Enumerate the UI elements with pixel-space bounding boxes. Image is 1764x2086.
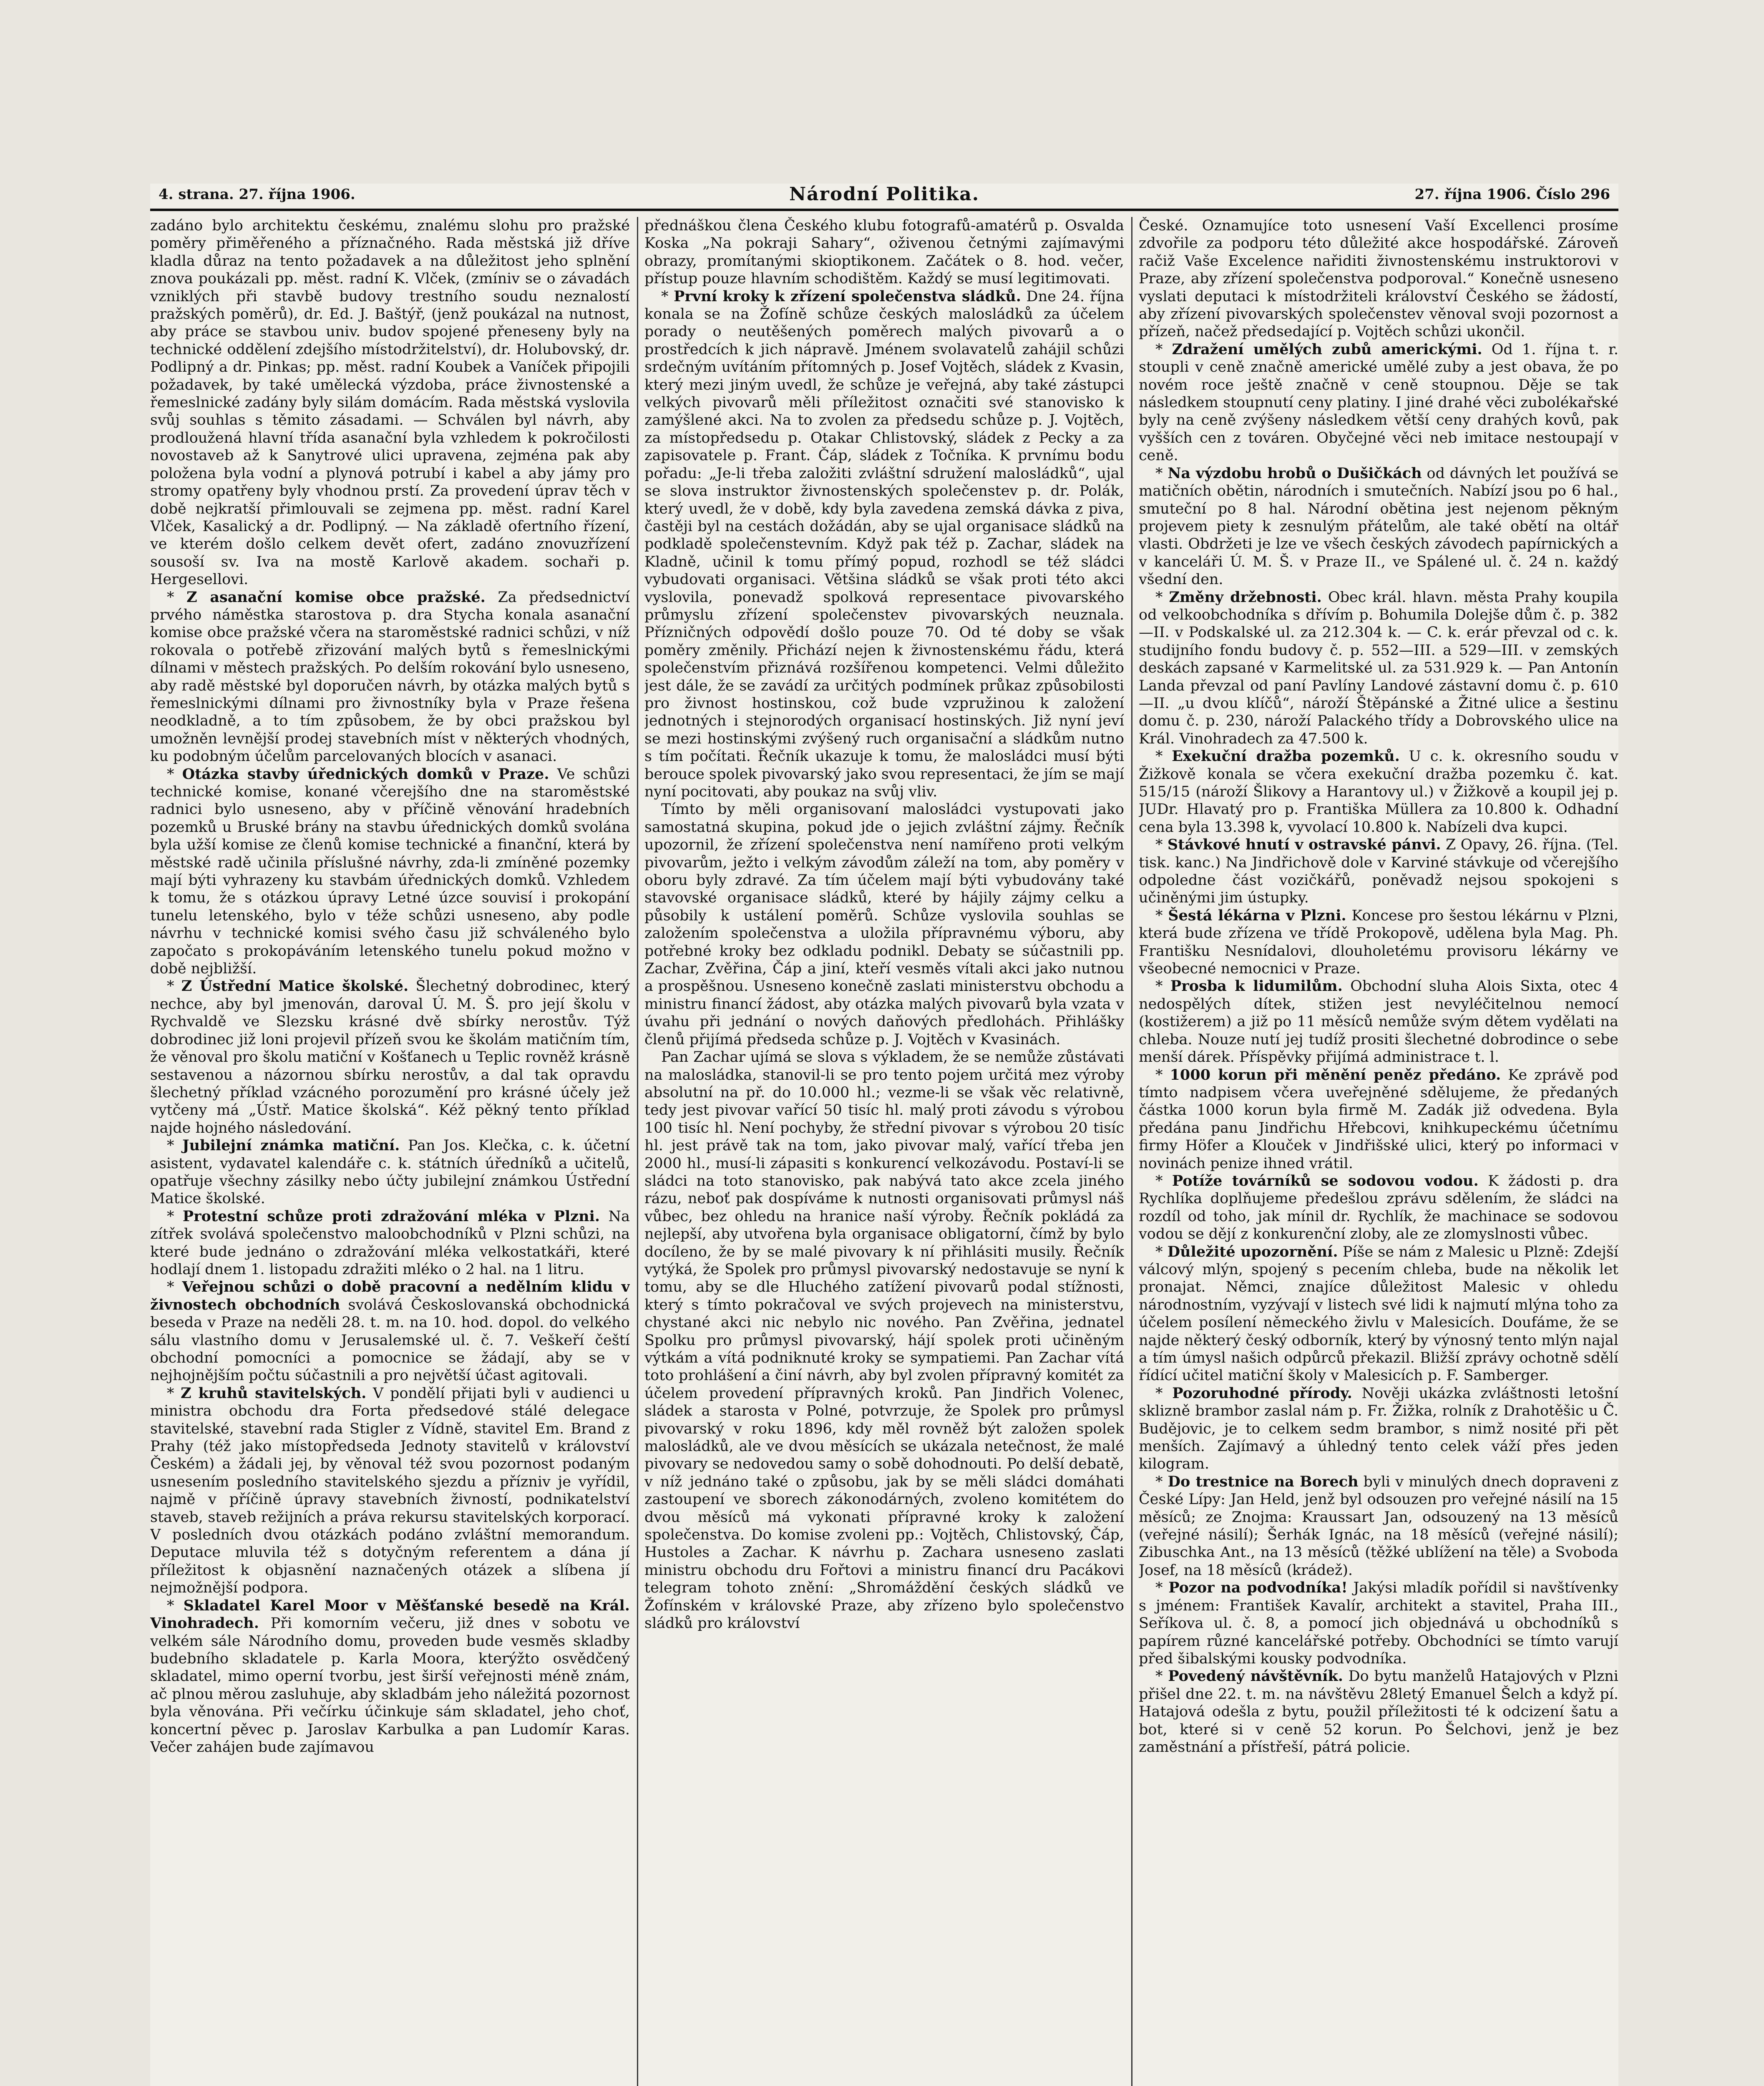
article-text: Za předsednictví prvého náměstka starostova p. dra Stycha konala asanační komise obce pražské včera na staroměstské radnici schůzi, v níž rokovala o potřebě zřizování malých bytů s řemeslnickými dílnami v městech pražských. Po delším rokování bylo usneseno, aby radě městské byl doporučen návrh, by otázka malých bytů s řemeslnickými dílnami pro živnostníky byla v Praze řešena neodkladně, a to tím způsobem, že by obci pražskou byl umožněn levnější prodej stavebních míst v některých vhodných, ku podobným účelům parcelovaných blocích v asanaci. [150,589,630,765]
article-paragraph: * Prosba k lidumilům. Obchodní sluha Alois Sixta, otec 4 nedospělých dítek, stižen jest nevyléčitelnou nemocí (kostižerem) a již po 11 měsíců nemůže svým dětem vydělati na chleba. Nouze nutí jej tudíž prositi šlechetné dobrodince o sebe menší dárek. Příspěvky přijímá administrace t. l. [1139,977,1618,1066]
article-text: Šlechetný dobrodinec, který nechce, aby byl jmenován, daroval Ú. M. Š. pro její školu v Rychvaldě ve Slezsku krásné dvě sbírky nerostův. Týž dobrodinec již loni projevil přízeň svou ke školám matičním tím, že věnoval pro školu matiční v Košťanech u Teplic rovněž krásně sestavenou a názornou sbírku nerostův, a dal tak opravdu šlechetný příklad vzácného porozumění pro krásné účely jež vytčeny má „Ústř. Matice školská“. Kéž pěkný tento příklad najde hojného následování. [150,978,630,1136]
article-paragraph: * Skladatel Karel Moor v Měšťanské besedě na Král. Vinohradech. Při komorním večeru, již dnes v sobotu ve velkém sále Národního domu, proveden bude vesměs skladby budebního skladatele p. Karla Moora, kterýžto osvědčený skladatel, mimo operní tvorbu, jest širší veřejnosti méně znám, ač plnou měrou zasluhuje, aby skladbám jeho náležitá pozornost byla věnována. Při večírku účinkuje sám skladatel, jeho choť, koncertní pěvec p. Jaroslav Karbulka a pan Ludomír Karas. Večer zahájen bude zajímavou [150,1597,630,1756]
article-paragraph: * Pozoruhodné přírody. Nověji ukázka zvláštnosti letošní sklizně brambor zaslal nám p. Fr. Žižka, rolník z Drahotěšic u Č. Budějovic, je to celkem sedm brambor, s nimž nosité při pět menších. Zajímavý a úhledný tento celek váží přes jeden kilogram. [1139,1384,1618,1473]
article-text: Obchodní sluha Alois Sixta, otec 4 nedospělých dítek, stižen jest nevyléčitelnou nemocí (kostižerem) a již po 11 měsíců nemůže svým dětem vydělati na chleba. Nouze nutí jej tudíž prositi šlechetné dobrodince o sebe menší dárek. Příspěvky přijímá administrace t. l. [1139,978,1618,1066]
article-heading: 1000 korun při měnění peněz předáno. [1170,1066,1501,1083]
article-heading: Z kruhů stavitelských. [181,1384,367,1402]
column-divider [1131,217,1132,2086]
article-text: U c. k. okresního soudu v Žižkově konala se včera exekuční dražba pozemku č. kat. 515/15 (nároží Šlikovy a Harantovy ul.) v Žižkově a koupil jej p. JUDr. Hlavatý pro p. Františka Müllera za 10.800 k. Odhadní cena byla 13.398 k, vyvolací 10.800 k. Nabízeli dva kupci. [1139,748,1618,836]
article-paragraph [150,217,630,589]
article-paragraph: * První kroky k zřízení společenstva sládků. Dne 24. října konala se na Žofíně schůze českých malosládků za účelem porady o neutěšených poměrech malých pivovarů a o prostředcích k jich nápravě. Jménem svolavatelů zahájil schůzi srdečným uvítáním přítomných p. Josef Vojtěch, sládek z Kvasin, který mezi jiným uvedl, že schůze je veřejná, aby také zástupci velkých pivovarů měli příležitost označiti své stanovisko k zamýšlené akci. Na to zvolen za předsedu schůze p. J. Vojtěch, za místopředsedu p. Otakar Chlistovský, sládek z Pecky a za zapisovatele p. Frant. Čáp, sládek z Točníka. K prvnímu bodu pořadu: „Je-li třeba založiti zvláštní sdružení malosládků“, ujal se slova instruktor živnostenských společenstev p. dr. Polák, který uvedl, že v době, kdy byla zavedena zemská dávka z piva, častěji byl na cestách dožádán, aby se ujal organisace sládků na podkladě společenstevním. Když pak též p. Zachar, sládek na Kladně, učinil k tomu přímý popud, rozhodl se též sládci vybudovati organisaci. Většina sládků se však proti této akci vyslovila, ponevadž spolková representace pivovarského průmyslu zřízení společenstev pivovarských neuznala. Přízničných odpovědí došlo pouze 70. Od té doby se však poměry změnily. Přichází nejen k živnostenskému řádu, která společenstvím přiznává rozšířenou kompetenci. Velmi důležito jest dále, že se zavádí za určitých podmínek průkaz způsobilosti pro živnost hostinskou, což bude vzpružinou k založení jednotných i stejnorodých organisací hostinských. Již nyní jeví se mezi hostinskými zvýšený ruch organisační a sládkům nutno s tím počítati. Řečník ukazuje k tomu, že malosládci musí býti berouce spolek pivovarský jako svou representaci, že jím se mají nyní pocitovati, aby poukaz na svůj vliv. [644,287,1124,800]
page-header [150,184,1618,209]
article-text: K žádosti p. dra Rychlíka doplňujeme předešlou zprávu sdělením, že sládci na rozdíl od toho, jak mínil dr. Rychlík, že machinace se sodovou vodou se dějí z konkurenční zloby, ale ze zlomyslnosti vůbec. [1139,1172,1618,1243]
header-rule [150,209,1618,211]
article-paragraph [644,1048,1124,1632]
article-text: zadáno bylo architektu českému, znalému slohu pro pražské poměry přiměřeného a příznačného. Rada městská již dříve kladla důraz na tento požadavek a na důležitost jeho splnění znova poukázali pp. měst. radní K. Vlček, (zmíniv se o závadách vzniklých při stavbě budovy trestního soudu neznalostí pražských poměrů), dr. Ed. J. Baštýř, (jenž poukázal na nutnost, aby práce se stavbou univ. budov spojené přeneseny byly na technické oddělení zdejšího místodržitelství), dr. Holubovský, dr. Podlipný a dr. Pinkas; pp. měst. radní Koubek a Vaníček připojili požadavek, by také umělecká výzdoba, práce živnostenské a řemeslnické zadány byly silám domácím. Rada městská vyslovila svůj souhlas s těmito zásadami. — Schválen byl návrh, aby prodloužená hlavní třída asanační byla vzhledem k pokročilosti novostaveb až k Sanytrové ulici upravena, zejména pak aby položena byla vodní a plynová potrubí i kabel a aby jámy pro stromy opatřeny byly vhodnou prstí. Za provedení úprav těch v době nejkratší přimlouvali se zejmena pp. měst. radní Karel Vlček, Kasalický a dr. Podlipný. — Na základě ofertního řízení, ve kterém došlo celkem devět ofert, zadáno znovuzřízení sousoší sv. Iva na mostě Karlově akadem. sochaři p. Hergesellovi. [150,217,630,588]
header-issue-right: 27. října 1906. Číslo 296 [1414,186,1610,203]
article-text: Ve schůzi technické komise, konané včerejšího dne na staroměstské radnici bylo usneseno, aby v příčině věnování hradebních pozemků u Bruské brány na stavbu úřednických domků svolána byla užší komise ze členů komise technické a finanční, která by městské radě učinila příslušné návrhy, zda-li zmíněné pozemky mají býti vyhrazeny ku stavbám úřednických domků. Vzhledem k tomu, že s otázkou úpravy Letné úzce souvisí i prokopání tunelu letenského, bylo v téže schůzi usneseno, aby podle návrhu v technické komisi svého času již schváleného bylo započato s prokopáváním letenského tunelu pokud možno v době nejbližší. [150,766,630,977]
newspaper-page [150,184,1618,2086]
header-date-left: 4. strana. 27. října 1906. [159,186,355,203]
article-paragraph: * Do trestnice na Borech byli v minulých dnech dopraveni z České Lípy: Jan Held, jenž byl odsouzen pro veřejné násilí na 15 měsíců; ze Znojma: Kraussart Jan, odsouzený na 13 měsíců (veřejné násilí); Šerhák Ignác, na 18 měsíců (veřejné násilí); Zibuschka Ant., na 13 měsíců (těžké ublížení na těle) a Svoboda Josef, na 18 měsíců (krádež). [1139,1473,1618,1579]
article-heading: Důležité upozornění. [1167,1243,1338,1260]
article-paragraph [1139,217,1618,341]
article-paragraph: * Z Ústřední Matice školské. Šlechetný dobrodinec, který nechce, aby byl jmenován, daroval Ú. M. Š. pro její školu v Rychvaldě ve Slezsku krásné dvě sbírky nerostův. Týž dobrodinec již loni projevil přízeň svou ke školám matičním tím, že věnoval pro školu matiční v Košťanech u Teplic rovněž krásně sestavenou a názornou sbírku nerostův, a dal tak opravdu šlechetný příklad vzácného porozumění pro krásné účely jež vytčeny má „Ústř. Matice školská“. Kéž pěkný tento příklad najde hojného následování. [150,977,630,1136]
article-paragraph: * 1000 korun při měnění peněz předáno. Ke zprávě pod tímto nadpisem včera uveřejněné sdělujeme, že předaných částka 1000 korun byla firmě M. Zadák již odvedena. Byla předána panu Jindřichu Hřebcovi, knihkupeckému účetnímu firmy Höfer a Klouček v Jindřišské ulici, který po informaci v novinách penize ihned vrátil. [1139,1066,1618,1172]
article-heading: Protestní schůze proti zdražování mléka v Plzni. [182,1207,600,1225]
article-paragraph [644,801,1124,1048]
article-heading: Do trestnice na Borech [1168,1473,1359,1490]
article-text: Pan Zachar ujímá se slova s výkladem, že se nemůže zůstávati na malosládka, stanovil-li se pro tento pojem určitá mez výroby absolutní na př. do 10.000 hl.; vezme-li se však věc relativně, tedy jest pivovar vařící 50 tisíc hl. malý proti závodu s výrobou 100 tisíc hl. Není pochyby, že střední pivovar s výrobou 20 tisíc hl. jest právě tak na tom, jako pivovar malý, vařící třeba jen 2000 hl., musí-li zápasiti s konkurencí velkozávodu. Postaví-li se sládci na toto stanovisko, pak nabývá tato akce zcela jiného rázu, neboť pak dospíváme k nutnosti organisovati průmysl náš vůbec, bez ohledu na hranice naší výroby. Řečník pokládá za nejlepší, aby utvořena byla organisace obligatorní, čímž by bylo docíleno, že by se malé pivovary k ní přihlásiti musily. Řečník vytýká, že Spolek pro průmysl pivovarský nedostavuje se nyní k tomu, aby se dle Hluchého zatížení pivovarů podal stížnosti, který s tímto pokračoval ve svých projevech na ministerstvu, chystané akci nic nebylo nic nového. Pan Zvěřina, jednatel Spolku pro průmysl pivovarský, hájí spolek proti učiněným výtkám a vítá podniknuté kroky se sympatiemi. Pan Zachar vítá toto prohlášení a činí návrh, aby byl zvolen přípravný komitét za účelem provedení přípravných kroků. Pan Jindřich Volenec, sládek a starosta v Polné, potvrzuje, že Spolek pro průmysl pivovarský v roku 1896, kdy měl rovněž být založen spolek malosládků, ale ve dvou měsících se ukázala netečnost, že malé pivovary se nedovedou samy o sobě dohodnouti. Po delší debatě, v níž jednáno také o způsobu, jak by se měli sládci domáhati zastoupení ve sborech zákonodárných, zvoleno komitétem do dvou měsíců má vykonati přípravné kroky k založení společenstva. Do komise zvoleni pp.: Vojtěch, Chlistovský, Čáp, Hustoles a Zachar. K návrhu p. Zachara usneseno zaslati ministru obchodu dru Fořtovi a ministru financí dru Pacákovi telegram tohoto znění: „Shromáždění českých sládků ve Žofínském v královské Praze, aby zřízeno bylo společenstvo sládků pro království [644,1049,1124,1632]
article-paragraph: * Exekuční dražba pozemků. U c. k. okresního soudu v Žižkově konala se včera exekuční dražba pozemku č. kat. 515/15 (nároží Šlikovy a Harantovy ul.) v Žižkově a koupil jej p. JUDr. Hlavatý pro p. Františka Müllera za 10.800 k. Odhadní cena byla 13.398 k, vyvolací 10.800 k. Nabízeli dva kupci. [1139,748,1618,836]
article-text: Tímto by měli organisovaní malosládci vystupovati jako samostatná skupina, pokud jde o jejich zvláštní zájmy. Řečník upozornil, že zřízení společenstva není namířeno proti velkým pivovarům, ježto i velkým závodům záleží na tom, aby poměry v oboru byly zdravé. Za tím účelem mají býti vybudovány také stavovské organisace sládků, které by hájily zájmy celku a působily k ustálení poměrů. Schůze vyslovila souhlas se založením společenstva a uložila přípravnému výboru, aby potřebné kroky bez odkladu podnikl. Debaty se súčastnili pp. Zachar, Zvěřina, Čáp a jiní, kteří vesměs vítali akci jako nutnou a prospěšnou. Usneseno konečně zaslati ministerstvu obchodu a ministru financí žádost, aby otázka malých pivovarů byla vzata v úvahu při jednání o nových daňových předlohách. Přihlášky členů přijímá předseda schůze p. J. Vojtěch v Kvasinách. [644,801,1124,1048]
article-heading: Na výzdobu hrobů o Dušičkách [1168,464,1422,482]
article-text: Od 1. října t. r. stoupli v ceně značně americké umělé zuby a jest obava, že po novém roce ještě značně v ceně stoupnou. Děje se tak následkem stoupnutí ceny platiny. I jiné drahé věci zubolékařské byly na ceně zvýšeny následkem větší ceny drahých kovů, pak vyšších cen z továren. Obyčejné věci neb imitace nestoupají v ceně. [1139,341,1618,464]
article-paragraph [644,217,1124,288]
column-divider [637,217,638,2086]
article-paragraph: * Z kruhů stavitelských. V pondělí přijati byli v audienci u ministra obchodu dra Forta předsedové stálé delegace stavitelské, stavební rada Stigler z Vídně, stavitel Em. Brand z Prahy (též jako místopředseda Jednoty stavitelů v království Českém) a žádali jej, by věnoval též svou pozornost podaným usnesením posledního stavitelského sjezdu a přízniv je vyřídil, najmě v příčině úpravy stavebních živností, podnikatelství staveb, staveb režijních a práva rekursu stavitelských korporací. V posledních dvou otázkách podáno zvláštní memorandum. Deputace mluvila též s dotyčným referentem a dána jí příležitost k objasnění naznačených otázek a slíbena jí nejmožnější podpora. [150,1384,630,1597]
article-text: svolává Českoslovanská obchodnická beseda v Praze na neděli 28. t. m. na 10. hod. dopol. do velkého sálu vlastního domu v Jerusalemské ul. č. 7. Veškeří čeští obchodní pomocníci a pomocnice se žádají, aby se v nejhojnějším počtu súčastnili a pro největší účast agitovali. [150,1296,630,1384]
article-text: Dne 24. října konala se na Žofíně schůze českých malosládků za účelem porady o neutěšených poměrech malých pivovarů a o prostředcích k jich nápravě. Jménem svolavatelů zahájil schůzi srdečným uvítáním přítomných p. Josef Vojtěch, sládek z Kvasin, který mezi jiným uvedl, že schůze je veřejná, aby také zástupci velkých pivovarů měli příležitost označiti své stanovisko k zamýšlené akci. Na to zvolen za předsedu schůze p. J. Vojtěch, za místopředsedu p. Otakar Chlistovský, sládek z Pecky a za zapisovatele p. Frant. Čáp, sládek z Točníka. K prvnímu bodu pořadu: „Je-li třeba založiti zvláštní sdružení malosládků“, ujal se slova instruktor živnostenských společenstev p. dr. Polák, který uvedl, že v době, kdy byla zavedena zemská dávka z piva, častěji byl na cestách dožádán, aby se ujal organisace sládků na podkladě společenstevním. Když pak též p. Zachar, sládek na Kladně, učinil k tomu přímý popud, rozhodl se též sládci vybudovati organisaci. Většina sládků se však proti této akci vyslovila, ponevadž spolková representace pivovarského průmyslu zřízení společenstev pivovarských neuznala. Přízničných odpovědí došlo pouze 70. Od té doby se však poměry změnily. Přichází nejen k živnostenskému řádu, která společenstvím přiznává rozšířenou kompetenci. Velmi důležito jest dále, že se zavádí za určitých podmínek průkaz způsobilosti pro živnost hostinskou, což bude vzpružinou k založení jednotných i stejnorodých organisací hostinských. Již nyní jeví se mezi hostinskými zvýšený ruch organisační a sládkům nutno s tím počítati. Řečník ukazuje k tomu, že malosládci musí býti berouce spolek pivovarský jako svou representaci, že jím se mají nyní pocitovati, aby poukaz na svůj vliv. [644,288,1124,800]
article-paragraph: * Šestá lékárna v Plzni. Koncese pro šestou lékárnu v Plzni, která bude zřízena ve třídě Prokopově, udělena byla Mag. Ph. Františku Nesnídalovi, dlouholetému provisoru lékárny ve všeobecné nemocnici v Praze. [1139,907,1618,977]
article-text: Při komorním večeru, již dnes v sobotu ve velkém sále Národního domu, proveden bude vesměs skladby budebního skladatele p. Karla Moora, kterýžto osvědčený skladatel, mimo operní tvorbu, jest širší veřejnosti méně znám, ač plnou měrou zasluhuje, aby skladbám jeho náležitá pozornost byla věnována. Při večírku účinkuje sám skladatel, jeho choť, koncertní pěvec p. Jaroslav Karbulka a pan Ludomír Karas. Večer zahájen bude zajímavou [150,1615,630,1756]
article-text: Z Opavy, 26. října. (Tel. tisk. kanc.) Na Jindřichově dole v Karviné stávkuje od včerejšího odpoledne část vozičkářů, poněvadž nejsou spokojeni s učiněnými jim ústupky. [1139,836,1618,907]
article-text: České. Oznamujíce toto usnesení Vaší Excellenci prosíme zdvořile za podporu této důležité akce hospodářské. Zároveň račiž Vaše Excelence nařiditi živnostenskému instruktorovi v Praze, aby zřízení společenstva podporoval.“ Konečně usneseno vyslati deputaci k místodržiteli království Českého se žádostí, aby zřízení pivovarských společenstev věnoval svoji pozornost a přízeň, načež předsedající p. Vojtěch schůzi ukončil. [1139,217,1618,340]
article-paragraph: * Veřejnou schůzi o době pracovní a nedělním klidu v živnostech obchodních svolává Českoslovanská obchodnická beseda v Praze na neděli 28. t. m. na 10. hod. dopol. do velkého sálu vlastního domu v Jerusalemské ul. č. 7. Veškeří čeští obchodní pomocníci a pomocnice se žádají, aby se v nejhojnějším počtu súčastnili a pro největší účast agitovali. [150,1278,630,1384]
article-text: Pan Jos. Klečka, c. k. účetní asistent, vydavatel kalendáře c. k. státních úředníků a učitelů, opatřuje všechny zásilky nebo účty jubilejní známkou Ústřední Matice školské. [150,1137,630,1207]
article-paragraph: * Důležité upozornění. Píše se nám z Malesic u Plzně: Zdejší válcový mlýn, spojený s pecením chleba, bude na několik let pronajat. Němci, znajíce důležitost Malesic v ohledu národnostním, vyzývají v listech své lidi k najmutí mlýna toho za účelem posílení německého živlu v Malesicích. Doufáme, že se najde některý český odborník, který by výnosný tento mlýn najal a tím úmysl našich odpůrců překazil. Bližší zprávy ochotně sdělí řídící učitel matiční školy v Malesicích p. F. Samberger. [1139,1243,1618,1384]
article-text: Píše se nám z Malesic u Plzně: Zdejší válcový mlýn, spojený s pecením chleba, bude na několik let pronajat. Němci, znajíce důležitost Malesic v ohledu národnostním, vyzývají v listech své lidi k najmutí mlýna toho za účelem posílení německého živlu v Malesicích. Doufáme, že se najde některý český odborník, který by výnosný tento mlýn najal a tím úmysl našich odpůrců překazil. Bližší zprávy ochotně sdělí řídící učitel matiční školy v Malesicích p. F. Samberger. [1139,1243,1618,1384]
article-text: Jakýsi mladík pořídil si navštívenky s jménem: František Kavalír, architekt a stavitel, Praha III., Seříkova ul. č. 8, a pomocí jich objednává u obchodníků s papírem různé kancelářské potřeby. Obchodníci se tímto varují před šibalskými kousky podvodníka. [1139,1580,1618,1667]
article-column [644,217,1124,2086]
article-paragraph: * Potíže továrníků se sodovou vodou. K žádosti p. dra Rychlíka doplňujeme předešlou zprávu sdělením, že sládci na rozdíl od toho, jak mínil dr. Rychlík, že machinace se sodovou vodou se dějí z konkurenční zloby, ale ze zlomyslnosti vůbec. [1139,1172,1618,1243]
article-paragraph: * Pozor na podvodníka! Jakýsi mladík pořídil si navštívenky s jménem: František Kavalír, architekt a stavitel, Praha III., Seříkova ul. č. 8, a pomocí jich objednává u obchodníků s papírem různé kancelářské potřeby. Obchodníci se tímto varují před šibalskými kousky podvodníka. [1139,1579,1618,1667]
article-heading: Pozoruhodné přírody. [1172,1384,1352,1402]
article-paragraph: * Povedený návštěvník. Do bytu manželů Hatajových v Plzni přišel dne 22. t. m. na návštěvu 28letý Emanuel Šelch a když pí. Hatajová odešla z bytu, použil příležitosti té k odcizení šatu a bot, které si v ceně 52 korun. Po Šelchovi, jenž je bez zaměstnání a přístřeší, pátrá policie. [1139,1668,1618,1756]
article-column [1139,217,1618,2086]
article-paragraph: * Stávkové hnutí v ostravské pánvi. Z Opavy, 26. října. (Tel. tisk. kanc.) Na Jindřichově dole v Karviné stávkuje od včerejšího odpoledne část vozičkářů, poněvadž nejsou spokojeni s učiněnými jim ústupky. [1139,836,1618,907]
article-paragraph: * Z asanační komise obce pražské. Za předsednictví prvého náměstka starostova p. dra Stycha konala asanační komise obce pražské včera na staroměstské radnici schůzi, v níž rokovala o potřebě zřizování malých bytů s řemeslnickými dílnami v městech pražských. Po delším rokování bylo usneseno, aby radě městské byl doporučen návrh, by otázka malých bytů s řemeslnickými dílnami pro živnostníky byla v Praze řešena neodkladně, a to tím způsobem, že by obci pražskou byl umožněn levnější prodej stavebních míst v některých vhodných, ku podobným účelům parcelovaných blocích v asanaci. [150,588,630,765]
article-heading: Veřejnou schůzi o době pracovní a nedělním klidu v živnostech obchodních [150,1278,630,1313]
article-paragraph: * Protestní schůze proti zdražování mléka v Plzni. Na zítřek svolává společenstvo maloobchodníků v Plzni schůzi, na které bude jednáno o zdražování mléka velkostatkáři, které hodlají dnem 1. listopadu zdražiti mléko o 2 hal. na 1 litru. [150,1207,630,1278]
article-heading: Jubilejní známka matiční. [182,1137,400,1154]
article-text: Ke zprávě pod tímto nadpisem včera uveřejněné sdělujeme, že předaných částka 1000 korun byla firmě M. Zadák již odvedena. Byla předána panu Jindřichu Hřebcovi, knihkupeckému účetnímu firmy Höfer a Klouček v Jindřišské ulici, který po informaci v novinách penize ihned vrátil. [1139,1066,1618,1172]
article-heading: Stávkové hnutí v ostravské pánvi. [1167,836,1441,854]
article-text: Nověji ukázka zvláštnosti letošní sklizně brambor zaslal nám p. Fr. Žižka, rolník z Drahotěšic u Č. Budějovic, je to celkem sedm brambor, s nimž nosité při pět menších. Zajímavý a úhledný tento celek váží přes jeden kilogram. [1139,1385,1618,1473]
article-text: Obec král. hlavn. města Prahy koupila od velkoobchodníka s dřívím p. Bohumila Dolejše dům č. p. 382—II. v Podskalské ul. za 212.304 k. — C. k. erár převzal od c. k. studijního fondu budovy č. p. 552—III. a 529—III. v zemských deskách zapsané v Karmelitské ul. za 531.929 k. — Pan Antonín Landa převzal od paní Pavlíny Landové zástavní domu č. p. 610—II. „u dvou klíčů“, nároží Štěpánské a Žitné ulice a šestinu domu č. p. 230, nároží Palackého třídy a Dobrovského ulice na Král. Vinohradech za 47.500 k. [1139,589,1618,747]
article-heading: Pozor na podvodníka! [1168,1579,1348,1597]
article-text: byli v minulých dnech dopraveni z České Lípy: Jan Held, jenž byl odsouzen pro veřejné násilí na 15 měsíců; ze Znojma: Kraussart Jan, odsouzený na 13 měsíců (veřejné násilí); Šerhák Ignác, na 18 měsíců (veřejné násilí); Zibuschka Ant., na 13 měsíců (těžké ublížení na těle) a Svoboda Josef, na 18 měsíců (krádež). [1139,1473,1618,1579]
article-heading: Skladatel Karel Moor v Měšťanské besedě na Král. Vinohradech. [150,1597,630,1632]
article-paragraph: * Zdražení umělých zubů americkými. Od 1. října t. r. stoupli v ceně značně americké umělé zuby a jest obava, že po novém roce ještě značně v ceně stoupnou. Děje se tak následkem stoupnutí ceny platiny. I jiné drahé věci zubolékařské byly na ceně zvýšeny následkem větší ceny drahých kovů, pak vyšších cen z továren. Obyčejné věci neb imitace nestoupají v ceně. [1139,340,1618,464]
article-paragraph: * Otázka stavby úřednických domků v Praze. Ve schůzi technické komise, konané včerejšího dne na staroměstské radnici bylo usneseno, aby v příčině věnování hradebních pozemků u Bruské brány na stavbu úřednických domků svolána byla užší komise ze členů komise technické a finanční, která by městské radě učinila příslušné návrhy, zda-li zmíněné pozemky mají býti vyhrazeny ku stavbám úřednických domků. Vzhledem k tomu, že s otázkou úpravy Letné úzce souvisí i prokopání tunelu letenského, bylo v téže schůzi usneseno, aby podle návrhu v technické komisi svého času již schváleného bylo započato s prokopáváním letenského tunelu pokud možno v době nejbližší. [150,765,630,977]
article-text: Koncese pro šestou lékárnu v Plzni, která bude zřízena ve třídě Prokopově, udělena byla Mag. Ph. Františku Nesnídalovi, dlouholetému provisoru lékárny ve všeobecné nemocnici v Praze. [1139,907,1618,977]
article-heading: Prosba k lidumilům. [1170,977,1343,995]
article-text: Na zítřek svolává společenstvo maloobchodníků v Plzni schůzi, na které bude jednáno o zdražování mléka velkostatkáři, které hodlají dnem 1. listopadu zdražiti mléko o 2 hal. na 1 litru. [150,1208,630,1278]
article-heading: První kroky k zřízení společenstva sládků. [674,287,1021,305]
article-paragraph: * Změny držebnosti. Obec král. hlavn. města Prahy koupila od velkoobchodníka s dřívím p. Bohumila Dolejše dům č. p. 382—II. v Podskalské ul. za 212.304 k. — C. k. erár převzal od c. k. studijního fondu budovy č. p. 552—III. a 529—III. v zemských deskách zapsané v Karmelitské ul. za 531.929 k. — Pan Antonín Landa převzal od paní Pavlíny Landové zástavní domu č. p. 610—II. „u dvou klíčů“, nároží Štěpánské a Žitné ulice a šestinu domu č. p. 230, nároží Palackého třídy a Dobrovského ulice na Král. Vinohradech za 47.500 k. [1139,588,1618,747]
article-heading: Šestá lékárna v Plzni. [1168,907,1346,924]
article-text: od dávných let používá se matičních obětin, národních i smutečních. Nabízí jsou po 6 hal., smuteční po 8 hal. Národní obětina jest nejenom pěkným projevem piety k zesnulým přátelům, ale také obětí na oltář vlasti. Obdržeti je lze ve všech českých závodech papírnických a v kanceláři Ú. M. Š. v Praze II., ve Spálené ul. č. 24 n. každý všední den. [1139,465,1618,588]
article-heading: Změny držebnosti. [1169,588,1322,606]
article-text: Do bytu manželů Hatajových v Plzni přišel dne 22. t. m. na návštěvu 28letý Emanuel Šelch a když pí. Hatajová odešla z bytu, použil příležitosti té k odcizení šatu a bot, které si v ceně 52 korun. Po Šelchovi, jenž je bez zaměstnání a přístřeší, pátrá policie. [1139,1668,1618,1756]
article-paragraph: * Jubilejní známka matiční. Pan Jos. Klečka, c. k. účetní asistent, vydavatel kalendáře c. k. státních úředníků a učitelů, opatřuje všechny zásilky nebo účty jubilejní známkou Ústřední Matice školské. [150,1137,630,1207]
article-heading: Zdražení umělých zubů americkými. [1172,340,1482,358]
article-heading: Exekuční dražba pozemků. [1172,748,1400,765]
masthead-title: Národní Politika. [789,184,980,205]
article-paragraph: * Na výzdobu hrobů o Dušičkách od dávných let používá se matičních obětin, národních i smutečních. Nabízí jsou po 6 hal., smuteční po 8 hal. Národní obětina jest nejenom pěkným projevem piety k zesnulým přátelům, ale také obětí na oltář vlasti. Obdržeti je lze ve všech českých závodech papírnických a v kanceláři Ú. M. Š. v Praze II., ve Spálené ul. č. 24 n. každý všední den. [1139,464,1618,588]
article-heading: Z Ústřední Matice školské. [181,977,409,995]
article-heading: Potíže továrníků se sodovou vodou. [1172,1172,1479,1189]
article-column [150,217,630,2086]
article-heading: Povedený návštěvník. [1168,1668,1343,1685]
article-heading: Otázka stavby úřednických domků v Praze. [182,765,549,783]
article-text: V pondělí přijati byli v audienci u ministra obchodu dra Forta předsedové stálé delegace stavitelské, stavební rada Stigler z Vídně, stavitel Em. Brand z Prahy (též jako místopředseda Jednoty stavitelů v království Českém) a žádali jej, by věnoval též svou pozornost podaným usnesením posledního stavitelského sjezdu a přízniv je vyřídil, najmě v příčině úpravy stavebních živností, podnikatelství staveb, staveb režijních a práva rekursu stavitelských korporací. V posledních dvou otázkách podáno zvláštní memorandum. Deputace mluvila též s dotyčným referentem a dána jí příležitost k objasnění naznačených otázek a slíbena jí nejmožnější podpora. [150,1385,630,1597]
article-text: přednáškou člena Českého klubu fotografů-amatérů p. Osvalda Koska „Na pokraji Sahary“, oživenou četnými zajímavými obrazy, promítanými skioptikonem. Začátek o 8. hod. večer, přístup pouze hlavním schodištěm. Každý se musí legitimovati. [644,217,1124,287]
article-heading: Z asanační komise obce pražské. [186,588,486,606]
